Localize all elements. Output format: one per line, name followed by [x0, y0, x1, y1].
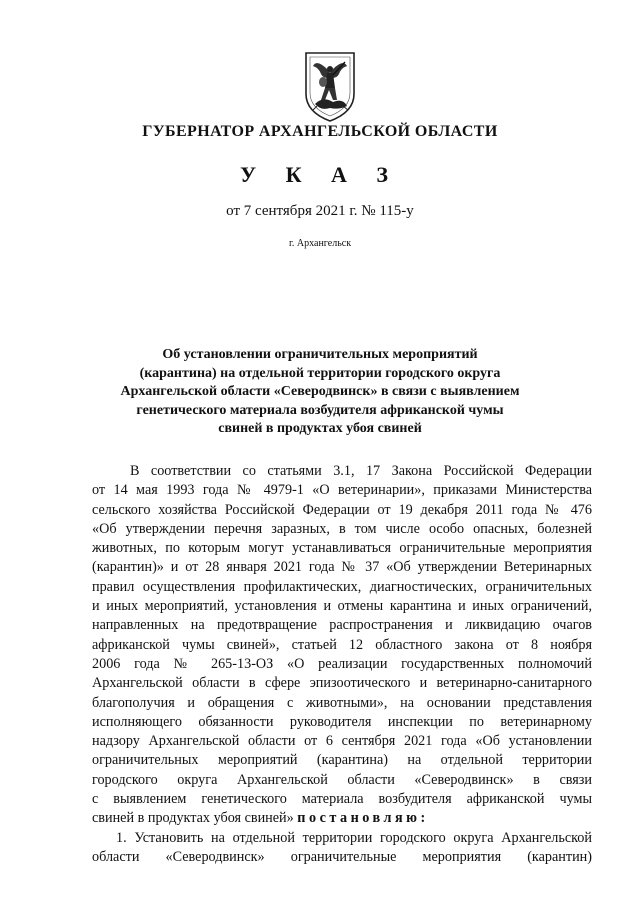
subject-line: (карантина) на отдельной территории городского округа — [139, 365, 501, 381]
item-1-line: 1. Установить на отдельной территории городского округа Архангельской — [116, 829, 592, 846]
body-line: надзору Архангельской области от 6 сентября 2021 года «Об установлении — [92, 733, 592, 750]
body-line: сельского хозяйства Российской Федерации от 19 декабря 2011 года № 476 — [92, 501, 592, 518]
document-type: У К А З — [239, 162, 401, 187]
body-line: городского округа Архангельской области «Северодвинск» в связи — [92, 771, 592, 788]
coat-of-arms-emblem — [303, 50, 357, 124]
body-line-final — [92, 809, 592, 828]
body-line: правил осуществления профилактических, диагностических, ограничительных — [92, 578, 592, 595]
body-line: животных, по которым могут устанавливаться ограничительные мероприятия — [92, 540, 592, 557]
subject-line: Об установлении ограничительных мероприятий — [162, 347, 478, 362]
body-line: 2006 года № 265-13-ОЗ «О реализации государственных полномочий — [92, 655, 592, 672]
body-line: благополучия и обращения с животными», на основании представления — [92, 694, 592, 711]
body-line: (карантин)» и от 28 января 2021 года № 37 «Об утверждении Ветеринарных — [92, 559, 592, 576]
body-line: африканской чумы свиней», статьей 12 областного закона от 8 ноября — [92, 636, 592, 653]
item-1-line: области «Северодвинск» ограничительные мероприятия (карантин) — [92, 848, 592, 865]
body-line-final-text: свиней в продуктах убоя свиней» — [92, 810, 294, 827]
city-name: г. Архангельск — [288, 238, 352, 249]
body-line: с выявлением генетического материала возбудителя африканской чумы — [92, 791, 592, 808]
date-and-number: от 7 сентября 2021 г. № 115-у — [226, 203, 414, 219]
subject-line: свиней в продуктах убоя свиней — [218, 421, 422, 437]
body-line: и иных мероприятий, установления и отмены карантина и иных ограничений, — [92, 598, 592, 615]
subject-line: генетического материала возбудителя африканской чумы — [136, 402, 504, 418]
subject-line: Архангельской области «Северодвинск» в связи с выявлением — [120, 384, 520, 400]
body-line: В соответствии со статьями 3.1, 17 Закона Российской Федерации — [130, 463, 592, 479]
body-line: исполняющего обязанности руководителя инспекции по ветеринарному — [92, 713, 592, 730]
decree-subject — [100, 346, 540, 439]
decree-body — [92, 462, 592, 867]
governor-title: ГУБЕРНАТОР АРХАНГЕЛЬСКОЙ ОБЛАСТИ — [142, 123, 498, 140]
decree-word: постановляю: — [297, 810, 429, 827]
body-line: направленных на предотвращение распространения и ликвидацию очагов — [92, 617, 592, 634]
body-line: Архангельской области в сфере эпизоотического и ветеринарно-санитарного — [92, 675, 592, 692]
body-line: «Об утверждении перечня заразных, в том числе особо опасных, болезней — [92, 520, 592, 537]
body-line: от 14 мая 1993 года № 4979-1 «О ветеринарии», приказами Министерства — [92, 482, 592, 499]
body-line: ограничительных мероприятий (карантина) на отдельной территории — [92, 752, 592, 769]
